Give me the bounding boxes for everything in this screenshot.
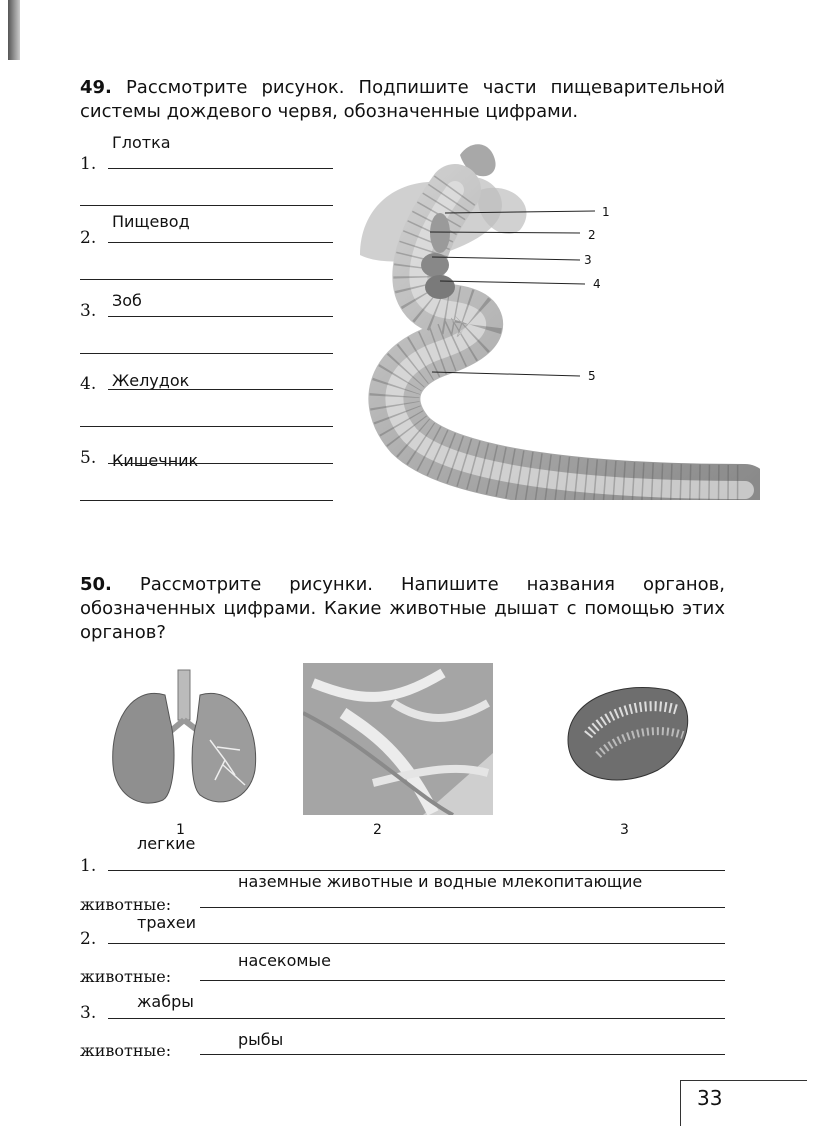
answer-line [200,980,725,981]
task-50-item-3-number: 3. [80,1003,97,1023]
task-50-item-1-organ: легкие [137,834,196,853]
tracheae-figure [303,663,493,815]
pharynx-organ [430,213,450,253]
answer-line [200,1054,725,1055]
task-49-item-2-number: 2. [80,228,97,248]
trachea-shape [178,670,190,720]
task-49-item-1-number: 1. [80,154,97,174]
animals-label: животные: [80,895,172,914]
answer-line [80,205,333,206]
task-49-item-1-answer: Глотка [112,133,171,152]
figure-caption-3: 3 [620,822,629,838]
lungs-figure [105,665,265,815]
task-49-item-2-answer: Пищевод [112,212,190,231]
answer-line [108,463,333,464]
leader-line-3 [432,257,580,260]
left-lung-shape [113,693,174,803]
task-49-item-5-answer: Кишечник [112,451,199,470]
answer-line [108,168,333,169]
answer-line [80,279,333,280]
task-50-item-2-number: 2. [80,929,97,949]
page-number: 33 [697,1086,723,1110]
task-50-text: Рассмотрите рисунки. Напишите названия органов, обозначенных цифрами. Какие животные дышат с помощью этих органов? [80,574,725,643]
gills-figure [558,680,698,790]
task-49-item-4-number: 4. [80,374,97,394]
answer-line [80,500,333,501]
task-49-heading [80,76,725,124]
answer-line [80,426,333,427]
task-50-item-3-organ: жабры [137,992,194,1011]
task-49-item-3-number: 3. [80,301,97,321]
leader-line-5 [432,372,580,376]
task-49-number: 49. [80,77,112,98]
gizzard-organ [425,275,455,299]
binding-edge [8,0,20,60]
earthworm-figure [340,135,760,500]
figure-label-5: 5 [588,369,596,383]
figure-label-4: 4 [593,277,601,291]
animals-label: животные: [80,967,172,986]
task-50-item-2-animals: насекомые [238,951,331,970]
answer-line [80,353,333,354]
answer-line [108,1018,725,1019]
figure-label-3: 3 [584,253,592,267]
task-50-item-2-organ: трахеи [137,913,196,932]
answer-line [108,870,725,871]
task-49-text: Рассмотрите рисунок. Подпишите части пищеварительной системы дождевого червя, обозначенные цифрами. [80,77,725,122]
figure-caption-2: 2 [373,822,382,838]
task-49-item-3-answer: Зоб [112,291,142,310]
task-49-item-5-number: 5. [80,448,97,468]
task-49-item-4-answer: Желудок [112,371,190,390]
figure-caption-1: 1 [176,822,185,838]
figure-label-1: 1 [602,205,610,219]
leader-line-4 [440,281,585,284]
task-50-heading [80,573,725,645]
answer-line [108,242,333,243]
answer-line [108,943,725,944]
figure-label-2: 2 [588,228,596,242]
task-50-item-3-animals: рыбы [238,1030,284,1049]
task-50-item-1-number: 1. [80,856,97,876]
task-50-number: 50. [80,574,112,595]
task-50-item-1-animals: наземные животные и водные млекопитающие [238,872,643,891]
answer-line [108,316,333,317]
answer-line [200,907,725,908]
animals-label: животные: [80,1041,172,1060]
answer-line [108,389,333,390]
